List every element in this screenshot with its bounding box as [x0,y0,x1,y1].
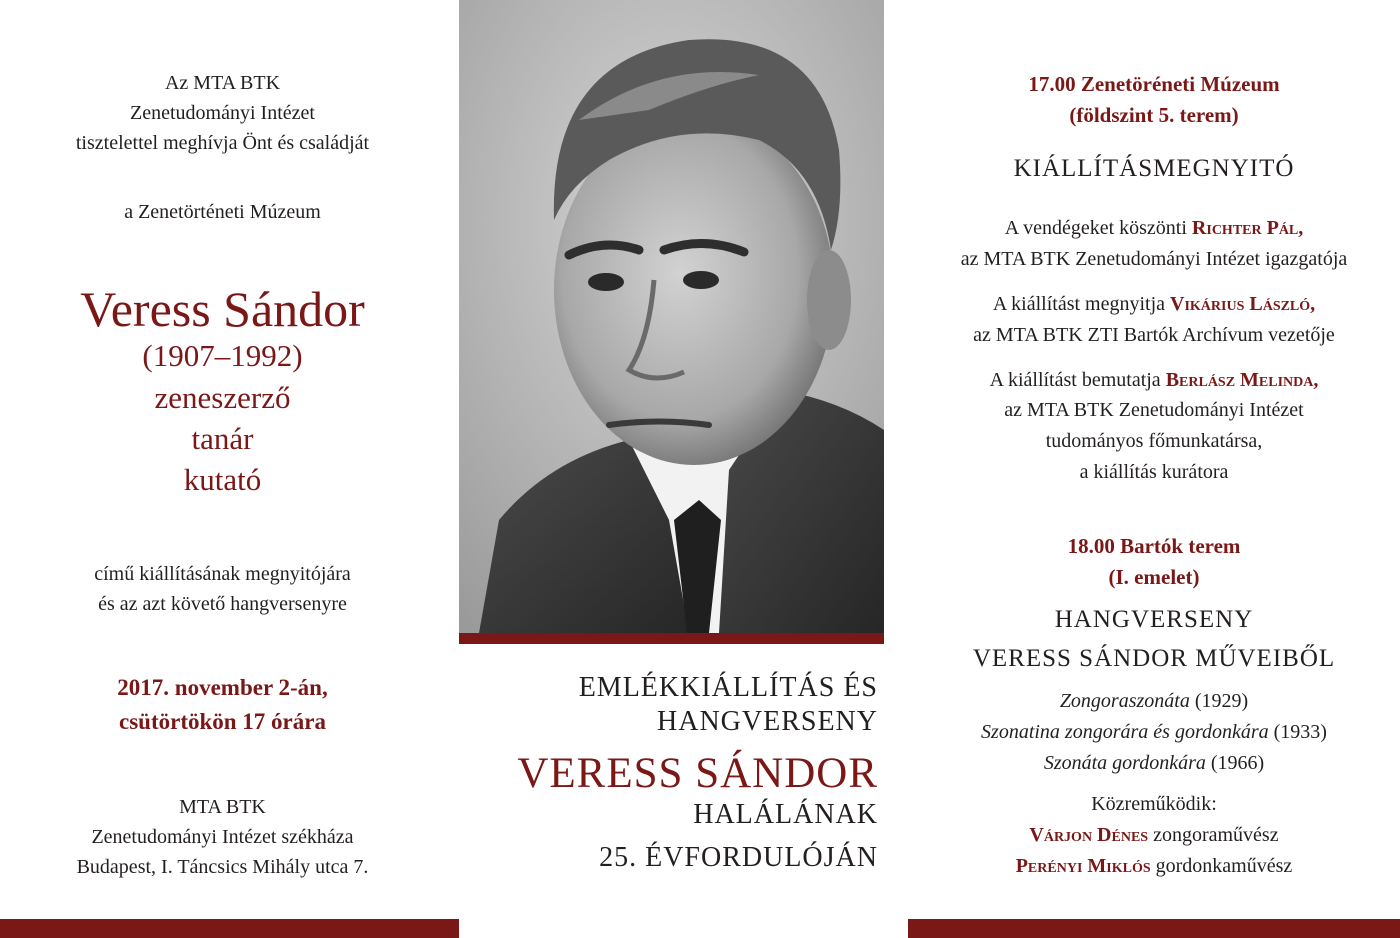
present-role-1: az MTA BTK Zenetudományi Intézet [1004,399,1304,421]
open-role: az MTA BTK ZTI Bartók Archívum vezetője [973,324,1335,346]
exhibition-line-2: és az azt követő hangversenyre [98,593,347,615]
work-3-year: (1966) [1205,752,1265,774]
work-1-year: (1929) [1189,690,1249,712]
present-role-2: tudományos főmunkatársa, [1045,430,1263,452]
work-2-title: Szonatina zongorára és gordonkára [981,721,1269,743]
work-3-title: Szonáta gordonkára [1043,752,1206,774]
work-3 [908,752,1400,775]
role-teacher: tanár [191,421,254,456]
middle-panel [459,0,884,938]
performer-2 [908,855,1400,878]
title-line-1: EMLÉKKIÁLLÍTÁS ÉS [578,672,878,703]
intro-line-2: Zenetudományi Intézet [130,102,315,124]
time2-line-1: 18.00 Bartók terem [1067,534,1241,558]
performer-1-name: Várjon Dénes [1029,824,1149,846]
time1-line-1: 17.00 Zenetöréneti Múzeum [1028,72,1280,96]
work-1-title: Zongoraszonáta [1059,690,1190,712]
present-line [908,369,1400,392]
performers-label: Közreműködik: [1091,793,1217,815]
composer-name: Veress Sándor [80,281,365,337]
right-panel [908,0,1400,938]
performer-2-role: gordonkaművész [1150,855,1293,877]
event-date: 2017. november 2-án, [117,675,328,700]
open-name: Vikárius László, [1170,293,1316,315]
open-prefix: A kiállítást megnyitja [992,293,1171,315]
title-line-2: HANGVERSENY [657,706,878,737]
work-2 [908,721,1400,744]
work-2-year: (1933) [1268,721,1327,743]
performer-2-name: Perényi Miklós [1015,855,1151,877]
greet-role: az MTA BTK Zenetudományi Intézet igazgatója [960,248,1348,270]
greet-prefix: A vendégeket köszönti [1004,217,1192,239]
time2-line-2: (I. emelet) [1108,565,1200,589]
greet-name: Richter Pál, [1191,217,1304,239]
present-prefix: A kiállítást bemutatja [989,369,1166,391]
work-1 [908,690,1400,713]
title-line-4: 25. ÉVFORDULÓJÁN [599,842,878,873]
present-name: Berlász Melinda, [1165,369,1319,391]
title-composer-name: VERESS SÁNDOR [517,750,878,797]
exhibition-line-1: című kiállításának megnyitójára [94,563,351,585]
left-bottom-bar [0,919,459,938]
event-time: csütörtökön 17 órára [119,709,326,734]
opening-caption: KIÁLLÍTÁSMEGNYITÓ [1013,155,1295,182]
open-line [908,293,1400,316]
portrait-photo [459,0,884,633]
intro-line-3: tisztelettel meghívja Önt és családját [75,132,370,154]
portrait-illustration [459,0,884,633]
right-bottom-bar [908,919,1400,938]
concert-caption-1: HANGVERSENY [1054,606,1254,633]
intro-line-1: Az MTA BTK [164,72,281,94]
photo-divider-bar [459,633,884,644]
role-composer: zeneszerző [154,380,291,415]
venue-line-2: Zenetudományi Intézet székháza [91,826,354,848]
present-role-3: a kiállítás kurátora [1079,461,1229,483]
role-researcher: kutató [183,462,262,497]
concert-caption-2: VERESS SÁNDOR MŰVEIBŐL [972,645,1336,672]
greet-line [908,217,1400,240]
museum-line: a Zenetörténeti Múzeum [124,201,321,223]
venue-line-1: MTA BTK [179,796,266,818]
performer-1 [908,824,1400,847]
composer-years: (1907–1992) [142,338,303,373]
venue-line-3: Budapest, I. Táncsics Mihály utca 7. [76,856,369,878]
performer-1-role: zongoraművész [1148,824,1279,846]
time1-line-2: (földszint 5. terem) [1069,103,1239,127]
title-line-3: HALÁLÁNAK [693,799,878,830]
left-panel [0,0,445,938]
